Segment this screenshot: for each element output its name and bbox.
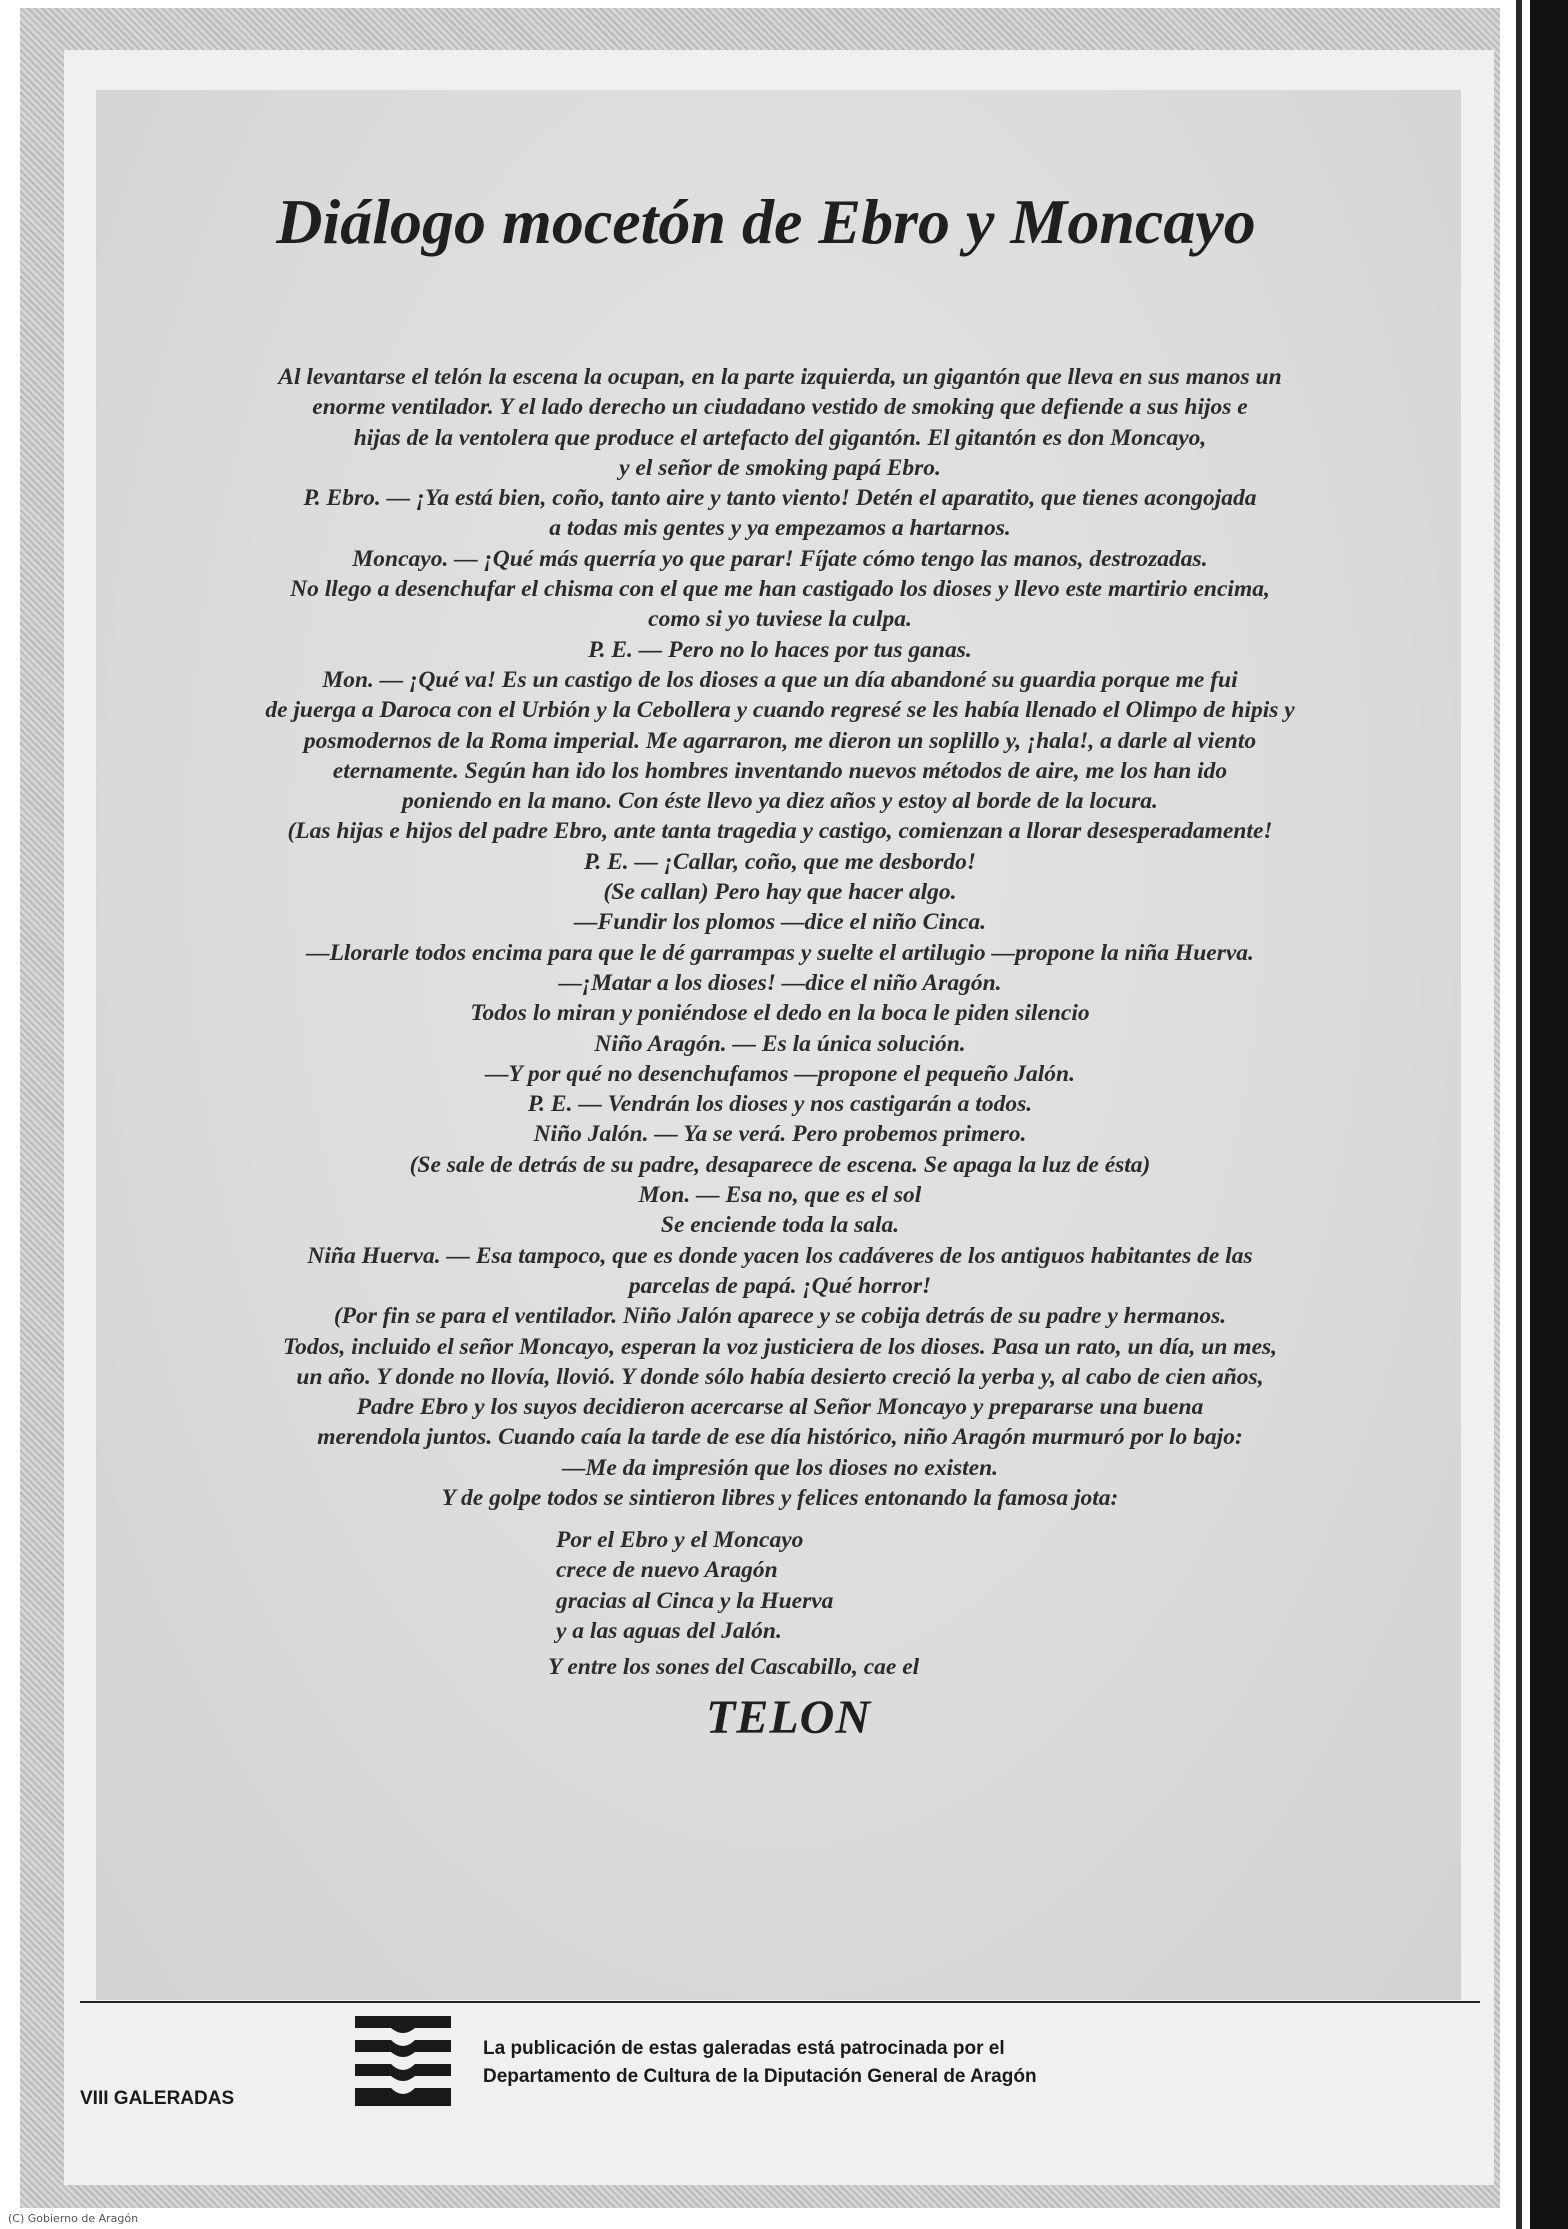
text-line: Padre Ebro y los suyos decidieron acercarse al Señor Moncayo y prepararse una buena: [356, 1394, 1204, 1421]
text-line: Niña Huerva. — Esa tampoco, que es donde yacen los cadáveres de los antiguos habitantes de las: [307, 1242, 1253, 1269]
text-line: (Por fin se para el ventilador. Niño Jalón aparece y se cobija detrás de su padre y hermanos.: [333, 1303, 1227, 1330]
sponsor-line: Departamento de Cultura de la Diputación General de Aragón: [483, 2066, 1037, 2087]
dga-logo-icon: [355, 2012, 451, 2110]
text-line: Mon. — Esa no, que es el sol: [638, 1182, 922, 1209]
text-line: Moncayo. — ¡Qué más querría yo que parar! Fíjate cómo tengo las manos, destrozadas.: [352, 545, 1208, 572]
text-line: P. Ebro. — ¡Ya está bien, coño, tanto aire y tanto viento! Detén el aparatito, que tienes acongojada: [303, 485, 1257, 512]
text-line: de juerga a Daroca con el Urbión y la Cebollera y cuando regresé se les había llenado el Olimpo de hipis y: [265, 697, 1295, 724]
footer-rule: [80, 2001, 1480, 2003]
text-line: (Se sale de detrás de su padre, desaparece de escena. Se apaga la luz de ésta): [409, 1151, 1151, 1178]
text-line: Mon. — ¡Qué va! Es un castigo de los dioses a que un día abandoné su guardia porque me fui: [322, 666, 1238, 693]
text-line: P. E. — Vendrán los dioses y nos castigarán a todos.: [527, 1091, 1033, 1118]
page-title: Diálogo mocetón de Ebro y Moncayo: [276, 186, 1256, 257]
text-line: —¡Matar a los dioses! —dice el niño Aragón.: [558, 969, 1002, 996]
text-line: Todos lo miran y poniéndose el dedo en la boca le piden silencio: [470, 1000, 1090, 1027]
text-line: Al levantarse el telón la escena la ocupan, en la parte izquierda, un gigantón que lleva en sus manos un: [278, 364, 1282, 390]
text-line: y el señor de smoking papá Ebro.: [619, 454, 941, 481]
verse-line: Por el Ebro y el Moncayo: [556, 1527, 804, 1553]
text-line: P. E. — Pero no lo haces por tus ganas.: [588, 636, 972, 663]
text-line: (Se callan) Pero hay que hacer algo.: [603, 879, 957, 906]
verse-line: crece de nuevo Aragón: [556, 1557, 778, 1584]
text-line: Niño Jalón. — Ya se verá. Pero probemos primero.: [533, 1121, 1027, 1148]
copyright: (C) Gobierno de Aragón: [8, 2212, 139, 2225]
text-line: un año. Y donde no llovía, llovió. Y donde sólo había desierto creció la yerba y, al cabo de cien años,: [296, 1363, 1264, 1390]
page-number: VIII GALERADAS: [80, 2088, 235, 2109]
binding-edge: [1530, 0, 1568, 2229]
text-line: hijas de la ventolera que produce el artefacto del gigantón. El gitantón es don Moncayo,: [353, 424, 1207, 451]
text-line: enorme ventilador. Y el lado derecho un ciudadano vestido de smoking que defiende a sus hijos e: [312, 394, 1248, 421]
telon-heading: TELON: [706, 1691, 871, 1744]
text-line: P. E. — ¡Callar, coño, que me desbordo!: [584, 848, 976, 875]
text-line: Niño Aragón. — Es la única solución.: [594, 1030, 966, 1057]
text-line: Se enciende toda la sala.: [660, 1212, 900, 1239]
sponsor-notice: [483, 2035, 1037, 2091]
text-line: —Fundir los plomos —dice el niño Cinca.: [574, 909, 986, 936]
text-line: merendola juntos. Cuando caía la tarde de ese día histórico, niño Aragón murmuró por lo bajo:: [317, 1424, 1243, 1451]
text-line: (Las hijas e hijos del padre Ebro, ante tanta tragedia y castigo, comienzan a llorar desesperadamente!: [287, 818, 1273, 845]
text-line: Y de golpe todos se sintieron libres y felices entonando la famosa jota:: [441, 1484, 1119, 1511]
text-line: a todas mis gentes y ya empezamos a hartarnos.: [549, 515, 1011, 542]
text-line: —Y por qué no desenchufamos —propone el pequeño Jalón.: [485, 1060, 1075, 1087]
sponsor-line: La publicación de estas galeradas está patrocinada por el: [483, 2038, 1005, 2059]
text-line: eternamente. Según han ido los hombres inventando nuevos métodos de aire, me los han ido: [332, 757, 1228, 784]
verse-line: gracias al Cinca y la Huerva: [556, 1587, 834, 1614]
text-line: —Me da impresión que los dioses no existen.: [561, 1454, 999, 1481]
text-line: posmodernos de la Roma imperial. Me agarraron, me dieron un soplillo y, ¡hala!, a darle al viento: [303, 727, 1257, 754]
text-line: parcelas de papá. ¡Qué horror!: [628, 1272, 932, 1299]
text-line: —Llorarle todos encima para que le dé garrampas y suelte el artilugio —propone la niña Huerva.: [306, 939, 1254, 966]
dialogue-text: [120, 362, 1440, 1513]
closing-line: Y entre los sones del Cascabillo, cae el: [548, 1654, 920, 1680]
text-line: Todos, incluido el señor Moncayo, esperan la voz justiciera de los dioses. Pasa un rato, un día, un mes,: [282, 1333, 1278, 1360]
text-line: poniendo en la mano. Con éste llevo ya diez años y estoy al borde de la locura.: [402, 788, 1158, 815]
jota-verse: [556, 1525, 1056, 1646]
text-line: No llego a desenchufar el chisma con el que me han castigado los dioses y llevo este martirio encima,: [290, 576, 1270, 603]
verse-line: y a las aguas del Jalón.: [556, 1617, 782, 1644]
text-line: como si yo tuviese la culpa.: [648, 606, 912, 633]
